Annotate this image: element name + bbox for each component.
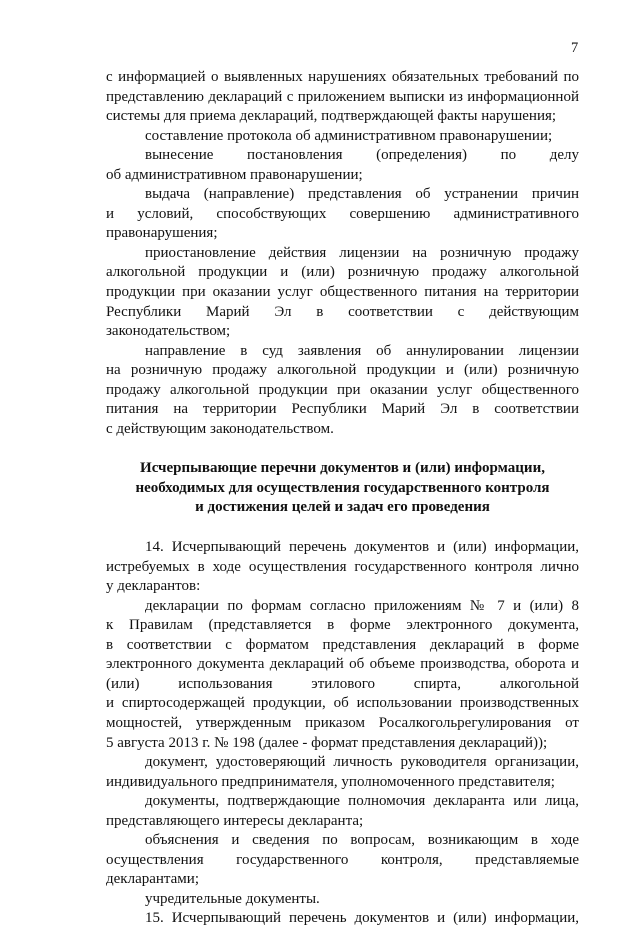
text-line: учредительные документы. — [145, 890, 320, 907]
text-line: питания на территории Республики Марий Эл в соответствии — [106, 401, 579, 418]
text-line: декларации по формам согласно приложениям № 7 и (или) 8 — [145, 597, 579, 614]
text-line: об административном правонарушении; — [106, 166, 363, 183]
text-line: законодательством; — [106, 323, 231, 340]
text-line: и условий, способствующих совершению административного — [106, 205, 579, 222]
paragraphs-documents-list — [106, 538, 579, 929]
text-line: продажу алкогольной продукции при оказании услуг общественного — [106, 381, 579, 398]
text-line: составление протокола об административном правонарушении; — [145, 127, 553, 144]
text-line: Республики Марий Эл в соответствии с действующим — [106, 303, 579, 320]
text-line: электронного документа деклараций об объеме производства, оборота и — [106, 656, 579, 673]
text-line: в соответствии с форматом представления деклараций в форме — [106, 636, 579, 653]
text-line: с действующим законодательством. — [106, 420, 334, 437]
section-heading — [106, 459, 579, 518]
text-line: алкогольной продукции и (или) розничную продажу алкогольной — [106, 264, 579, 281]
text-line: направление в суд заявления об аннулировании лицензии — [145, 342, 579, 359]
text-line: и спиртосодержащей продукции, об использовании производственных — [106, 695, 579, 712]
text-line: 5 августа 2013 г. № 198 (далее - формат представления деклараций)); — [106, 734, 548, 751]
text-line: с информацией о выявленных нарушениях обязательных требований по — [106, 69, 579, 85]
text-line: индивидуального предпринимателя, уполномоченного представителя; — [106, 773, 555, 790]
text-line: 15. Исчерпывающий перечень документов и (или) информации, — [145, 910, 579, 927]
page-number: 7 — [571, 40, 579, 56]
text-line: документы, подтверждающие полномочия декларанта или лица, — [145, 793, 579, 810]
text-line: объяснения и сведения по вопросам, возникающим в ходе — [145, 832, 579, 849]
document-body — [106, 68, 579, 929]
text-line: на розничную продажу алкогольной продукции и (или) розничную — [106, 362, 579, 379]
text-line: представлению деклараций с приложением выписки из информационной — [106, 88, 579, 105]
text-line: (или) использования этилового спирта, алкогольной — [106, 675, 579, 692]
heading-line: Исчерпывающие перечни документов и (или) информации, — [140, 460, 545, 477]
text-line: истребуемых в ходе осуществления государственного контроля лично — [106, 558, 579, 575]
paragraphs-powers — [106, 68, 579, 439]
text-line: приостановление действия лицензии на розничную продажу — [145, 244, 579, 261]
spacer — [106, 518, 579, 538]
text-line: правонарушения; — [106, 225, 218, 242]
heading-line: необходимых для осуществления государственного контроля — [135, 479, 550, 496]
spacer — [106, 439, 579, 459]
text-line: системы для приема деклараций, подтверждающей факты нарушения; — [106, 108, 557, 125]
text-line: документ, удостоверяющий личность руководителя организации, — [145, 754, 579, 771]
text-line: к Правилам (представляется в форме электронного документа, — [106, 617, 579, 634]
text-line: вынесение постановления (определения) по делу — [145, 147, 579, 164]
text-line: 14. Исчерпывающий перечень документов и (или) информации, — [145, 539, 579, 556]
text-line: у декларантов: — [106, 578, 201, 595]
text-line: продукции при оказании услуг общественного питания на территории — [106, 284, 579, 301]
text-line: декларантами; — [106, 871, 199, 888]
text-line: осуществления государственного контроля, представляемые — [106, 851, 579, 868]
text-line: выдача (направление) представления об устранении причин — [145, 186, 579, 203]
text-line: представляющего интересы декларанта; — [106, 812, 364, 829]
text-line: мощностей, утвержденным приказом Росалкогольрегулирования от — [106, 714, 579, 731]
heading-line: и достижения целей и задач его проведения — [195, 499, 490, 516]
